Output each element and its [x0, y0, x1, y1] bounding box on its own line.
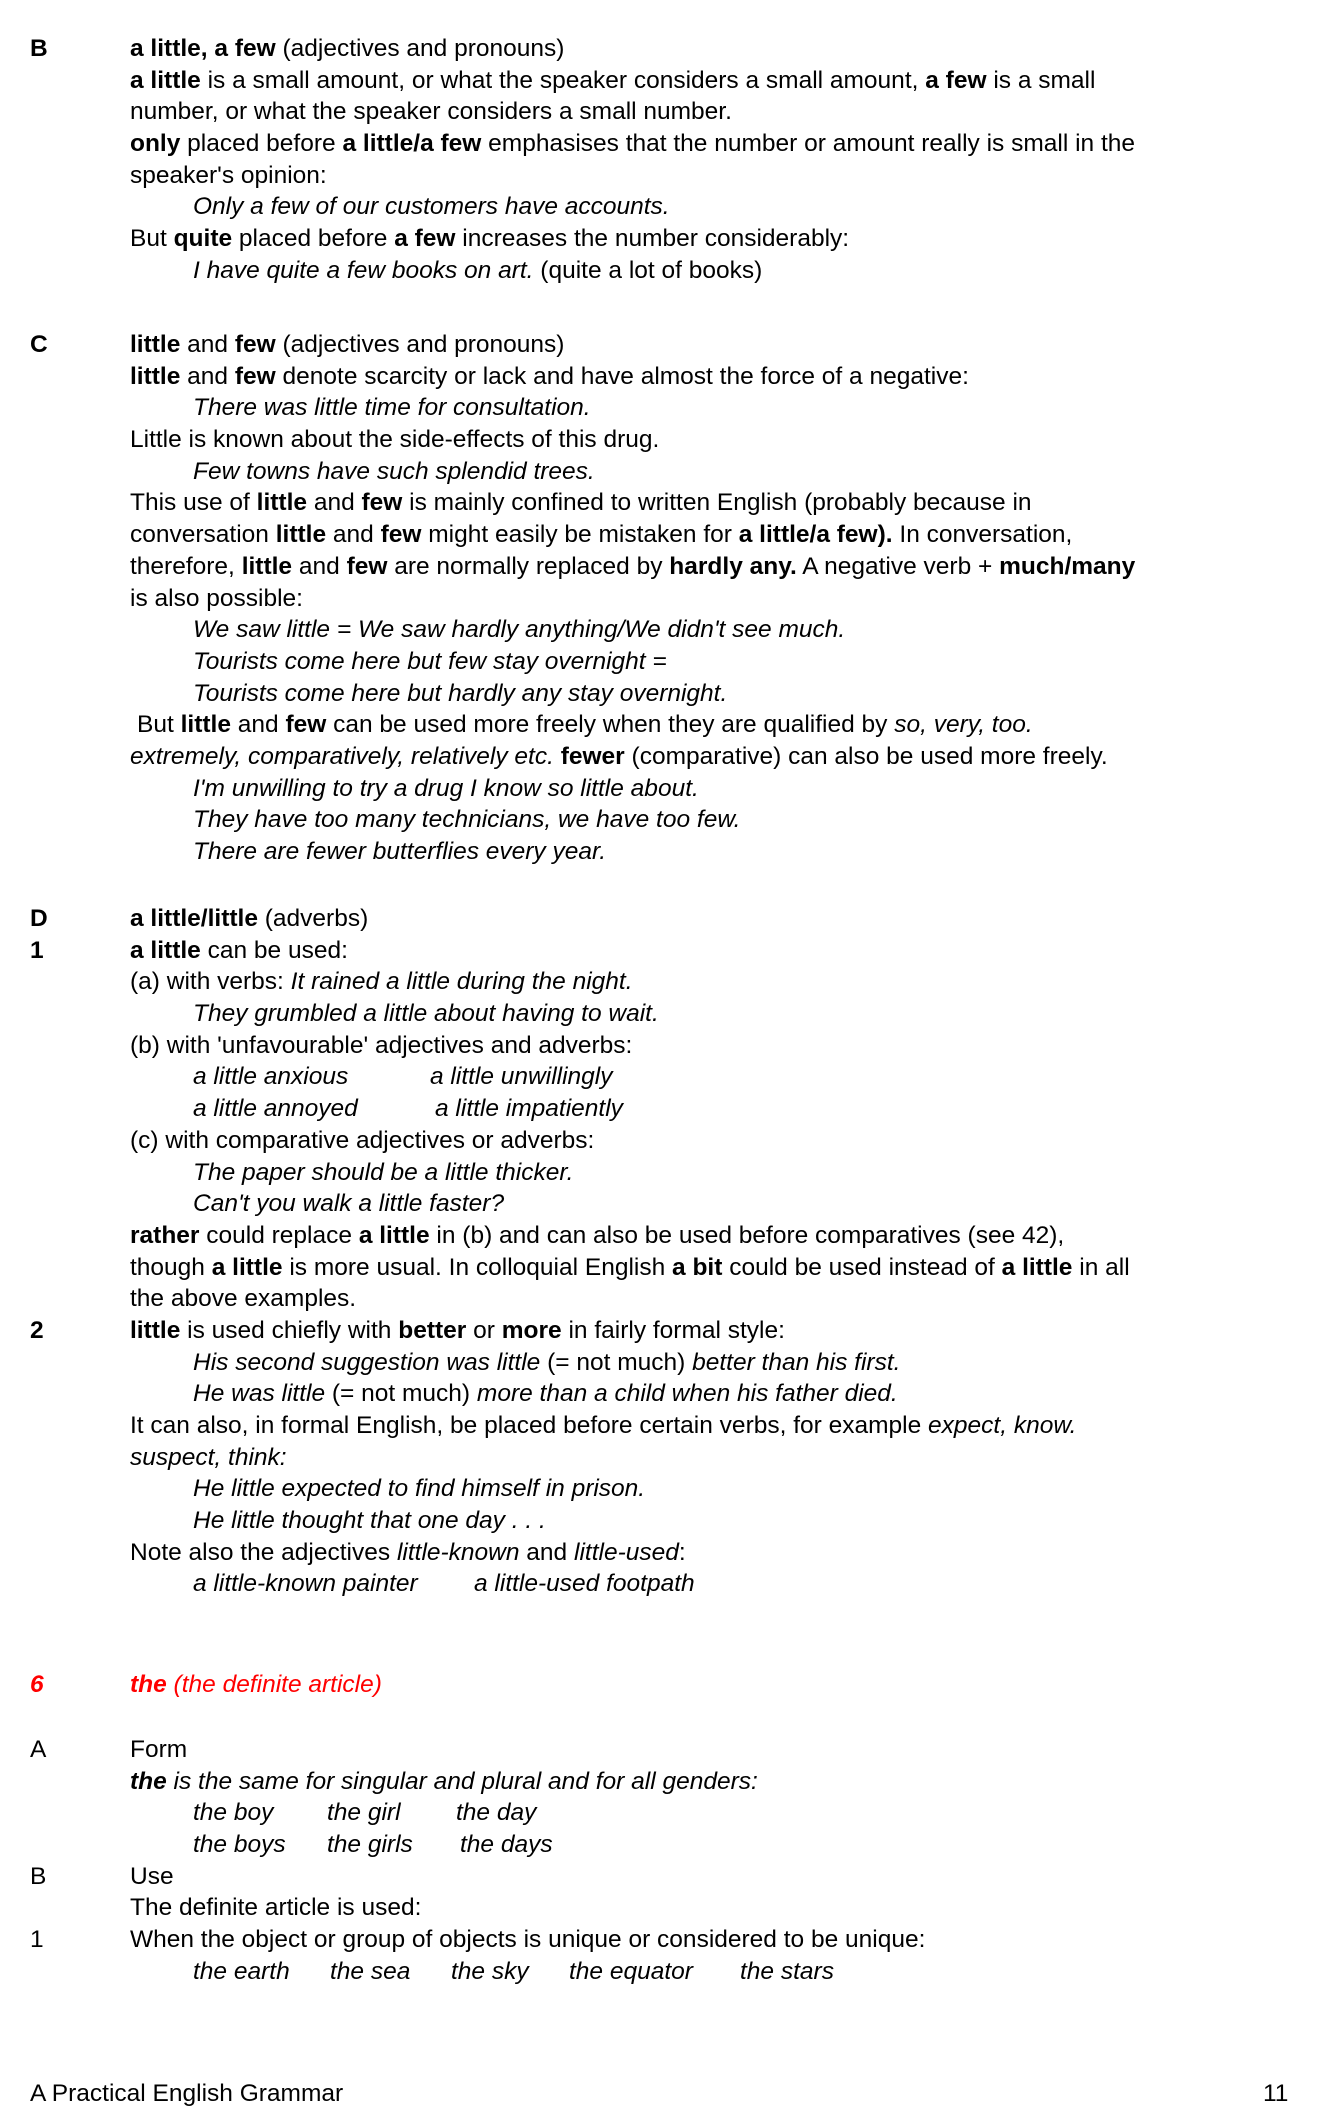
example-text: the sky [451, 1957, 529, 1985]
text: emphasises that the number or amount really is small in the [481, 130, 1135, 158]
section-d-heading-line [0, 903, 1341, 935]
example-sentence: He was little [193, 1380, 326, 1408]
example-text: They have too many technicians, we have too few. [193, 806, 741, 834]
text: is used chiefly with [180, 1316, 399, 1344]
unit-heading-line [0, 1669, 1341, 1701]
book-title: A Practical English Grammar [30, 2080, 344, 2107]
example-text: He little expected to find himself in prison. [193, 1475, 646, 1503]
subheading-line [0, 1861, 1341, 1893]
term: a little/a few [342, 130, 482, 158]
term: a little/a few). [738, 521, 893, 549]
section-heading [130, 329, 564, 361]
example-line [0, 1956, 1341, 1988]
body-line [0, 487, 1341, 519]
example-line [0, 392, 1341, 424]
term: a few [394, 225, 456, 253]
text: and [519, 1538, 574, 1566]
body-text [130, 1252, 1130, 1284]
example-text [193, 255, 762, 287]
term: rather [130, 1221, 200, 1249]
section-label: A [30, 1736, 47, 1763]
example-text: the day [456, 1799, 537, 1827]
body-line [0, 583, 1341, 615]
body-text [130, 1537, 686, 1569]
example-text: the days [460, 1831, 553, 1859]
body-line [0, 1125, 1341, 1157]
text: and [326, 521, 381, 549]
term-italic: little-used [574, 1538, 679, 1566]
page-footer [0, 2078, 1341, 2110]
unit-title-term: the [130, 1671, 167, 1698]
section-d [0, 903, 1341, 1600]
body-text [130, 361, 969, 393]
body-line [0, 519, 1341, 551]
body-text: When the object or group of objects is unique or considered to be unique: [130, 1926, 926, 1954]
example-line [0, 678, 1341, 710]
text: : [678, 1538, 686, 1566]
item-number: 2 [30, 1316, 44, 1344]
body-text [130, 1766, 758, 1798]
text: is more usual. In colloquial English [282, 1253, 673, 1281]
page-number: 11 [1263, 2080, 1289, 2107]
text: is a small amount, or what the speaker considers a small amount, [200, 66, 926, 94]
text: denote scarcity or lack and have almost the force of a negative: [275, 362, 969, 390]
section-heading [130, 903, 368, 935]
term: fewer [560, 742, 625, 770]
text: and [180, 362, 235, 390]
section-label: D [30, 905, 48, 932]
body-text [130, 519, 1072, 551]
term: little [275, 521, 327, 549]
unit-title [130, 1669, 382, 1701]
subheading: Use [130, 1862, 174, 1890]
term: little [180, 711, 231, 739]
example-text: We saw little = We saw hardly anything/We didn't see much. [193, 616, 846, 644]
body-line [0, 65, 1341, 97]
example-text: I'm unwilling to try a drug I know so little about. [193, 774, 699, 802]
text: or [466, 1316, 502, 1344]
term-italic: little-known [396, 1538, 520, 1566]
example-gloss: (quite a lot of books) [533, 256, 763, 284]
unit-title-note: (the definite article) [166, 1671, 382, 1698]
text [554, 743, 561, 770]
term: a little [211, 1253, 283, 1281]
example-line [0, 1505, 1341, 1537]
term: a little/little [130, 905, 258, 932]
example-line [0, 1347, 1341, 1379]
body-text: (c) with comparative adjectives or adverbs: [130, 1126, 595, 1154]
example-line [0, 1568, 1341, 1600]
term: a few [925, 66, 987, 94]
body-line [0, 1283, 1341, 1315]
example-sentence: more than a child when his father died. [476, 1380, 898, 1408]
term: little [130, 331, 181, 358]
example-text: a little-used footpath [474, 1570, 695, 1598]
example-line [0, 1797, 1341, 1829]
example-line [0, 1378, 1341, 1410]
term: a little [1001, 1253, 1073, 1281]
body-line [0, 223, 1341, 255]
example-text: The paper should be a little thicker. [193, 1158, 574, 1186]
text: (comparative) can also be used more freely. [624, 742, 1108, 770]
section-heading [130, 33, 564, 65]
section-label: C [30, 331, 48, 358]
body-line [0, 1442, 1341, 1474]
example-line [0, 773, 1341, 805]
term: only [130, 130, 181, 158]
text: But [130, 225, 174, 253]
example-text: a little annoyed [193, 1095, 358, 1123]
body-text: number, or what the speaker considers a small number. [130, 98, 732, 126]
term: the [130, 1767, 167, 1795]
body-line [0, 128, 1341, 160]
example-line [0, 191, 1341, 223]
text: in fairly formal style: [561, 1316, 785, 1344]
text: is mainly confined to written English (probably because in [402, 489, 1032, 517]
text: might easily be mistaken for [421, 521, 739, 549]
term: few [285, 711, 327, 739]
section-label: B [30, 1862, 47, 1890]
term: better [398, 1316, 467, 1344]
body-line [0, 1220, 1341, 1252]
unit-6-content [0, 1734, 1341, 1988]
term: few [234, 362, 276, 390]
example-text: Tourists come here but hardly any stay overnight. [193, 679, 728, 707]
item-number: 1 [30, 1926, 44, 1954]
body-line [0, 935, 1341, 967]
term: little [241, 552, 293, 580]
example-text: Few towns have such splendid trees. [193, 457, 595, 485]
verbs: suspect, think: [130, 1443, 287, 1471]
term: little [130, 362, 181, 390]
example-text: a little-known painter [193, 1570, 418, 1598]
example-line [0, 804, 1341, 836]
example-text: a little impatiently [435, 1095, 623, 1123]
body-text [130, 223, 849, 255]
body-line [0, 160, 1341, 192]
example-text: the girl [327, 1799, 401, 1827]
body-text [130, 966, 633, 998]
term: a little [130, 66, 201, 94]
example-line [0, 646, 1341, 678]
text: could be used instead of [722, 1253, 1002, 1281]
term: much/many [999, 552, 1136, 580]
body-line [0, 361, 1341, 393]
example-gloss: (= not much) [325, 1380, 477, 1408]
section-c [0, 329, 1341, 868]
text: But [137, 711, 181, 739]
example-text: They grumbled a little about having to wait. [193, 1000, 659, 1028]
term: a little [358, 1221, 430, 1249]
text: and [292, 552, 347, 580]
unit-heading [0, 1669, 1341, 1701]
section-b-heading-line [0, 33, 1341, 65]
text: are normally replaced by [387, 552, 670, 580]
text: and [230, 711, 286, 739]
example-line [0, 998, 1341, 1030]
text: It can also, in formal English, be placed before certain verbs, for example [130, 1412, 929, 1439]
example-text: Can't you walk a little faster? [193, 1190, 505, 1218]
qualifiers: so, very, too. [894, 711, 1033, 739]
heading-note: (adverbs) [257, 905, 369, 932]
term: few [361, 489, 403, 517]
text: placed before [232, 225, 395, 253]
body-text: (b) with 'unfavourable' adjectives and adverbs: [130, 1031, 633, 1059]
example-text: the girls [327, 1831, 413, 1859]
text: therefore, [130, 552, 242, 580]
example-text: There are fewer butterflies every year. [193, 838, 607, 865]
example-text: He little thought that one day . . . [193, 1507, 546, 1535]
example-text: the sea [330, 1957, 411, 1985]
example-line [0, 1157, 1341, 1189]
example-sentence: I have quite a few books on art. [193, 256, 534, 284]
heading-term: a little, a few [130, 35, 276, 62]
term: few [380, 521, 422, 549]
example-text: a little anxious [193, 1063, 349, 1091]
example-gloss: (= not much) [540, 1348, 693, 1376]
example-text: a little unwillingly [430, 1063, 613, 1091]
example-sentence: His second suggestion was little [193, 1348, 541, 1376]
body-text [130, 128, 1135, 160]
term: few [234, 331, 276, 358]
term: little [256, 489, 308, 517]
example-sentence: better than his first. [692, 1348, 901, 1376]
example-text: the boy [193, 1799, 274, 1827]
text: Note also the adjectives [130, 1538, 397, 1566]
example-text: There was little time for consultation. [193, 394, 591, 422]
example-line [0, 1473, 1341, 1505]
text: This use of [130, 489, 257, 517]
body-line [0, 1030, 1341, 1062]
body-line [0, 424, 1341, 456]
example-text: the boys [193, 1831, 286, 1859]
example-sentence: It rained a little during the night. [290, 968, 633, 996]
footer-line [0, 2078, 1341, 2110]
body-text [130, 551, 1135, 583]
example-text: the stars [740, 1957, 834, 1985]
body-text: is also possible: [130, 584, 303, 612]
example-text: the earth [193, 1957, 290, 1985]
text: is the same for singular and plural and for all genders: [166, 1767, 758, 1795]
example-line [0, 1061, 1341, 1093]
example-line [0, 836, 1341, 868]
example-text [193, 1347, 900, 1379]
text: in (b) and can also be used before comparatives (see 42), [429, 1221, 1065, 1249]
example-line [0, 456, 1341, 488]
text: and [307, 489, 362, 517]
text: In conversation, [892, 521, 1073, 549]
heading-note: (adjectives and pronouns) [275, 331, 565, 358]
example-line [0, 255, 1341, 287]
text: placed before [180, 130, 343, 158]
term: a little [130, 936, 201, 964]
body-text [130, 65, 1095, 97]
example-text: Only a few of our customers have accounts. [193, 193, 670, 221]
body-line [0, 1252, 1341, 1284]
body-line [0, 1537, 1341, 1569]
body-text: the above examples. [130, 1285, 357, 1313]
term: more [501, 1316, 562, 1344]
example-line [0, 614, 1341, 646]
body-text [130, 487, 1032, 519]
body-text: speaker's opinion: [130, 161, 327, 189]
term: few [346, 552, 388, 580]
text: conversation [130, 521, 276, 549]
text: can be used more freely when they are qualified by [326, 711, 895, 739]
body-text: Little is known about the side-effects of this drug. [130, 426, 660, 454]
section-c-heading-line [0, 329, 1341, 361]
text: and [180, 331, 235, 358]
body-text: The definite article is used: [130, 1894, 422, 1922]
unit-number: 6 [30, 1671, 44, 1698]
subheading-line [0, 1734, 1341, 1766]
text: (a) with verbs: [130, 968, 291, 996]
body-line [0, 1315, 1341, 1347]
body-text [130, 1315, 785, 1347]
term: a bit [672, 1253, 723, 1281]
body-line [0, 1410, 1341, 1442]
text: though [130, 1253, 212, 1281]
body-line [0, 1924, 1341, 1956]
example-text: the equator [569, 1957, 693, 1985]
body-line [0, 966, 1341, 998]
body-text [130, 935, 348, 967]
item-number: 1 [30, 936, 44, 964]
body-line [0, 551, 1341, 583]
section-label: B [30, 35, 48, 62]
text: A negative verb + [796, 552, 1000, 580]
text: in all [1072, 1253, 1130, 1281]
qualifiers: extremely, comparatively, relatively etc. [130, 742, 554, 770]
example-text: Tourists come here but few stay overnight = [193, 647, 667, 675]
body-line [0, 1892, 1341, 1924]
text: increases the number considerably: [455, 225, 850, 253]
example-line [0, 1829, 1341, 1861]
text: could replace [199, 1221, 359, 1249]
example-line [0, 1188, 1341, 1220]
body-line [0, 96, 1341, 128]
example-text [193, 1378, 898, 1410]
term: little [130, 1316, 181, 1344]
term: quite [173, 225, 233, 253]
verbs: expect, know. [928, 1412, 1077, 1439]
section-b [0, 33, 1341, 287]
text: is a small [986, 66, 1096, 94]
term: hardly any. [669, 552, 797, 580]
body-text [130, 1220, 1064, 1252]
body-line [0, 741, 1341, 773]
example-line [0, 1093, 1341, 1125]
body-text [130, 741, 1108, 773]
subheading: Form [130, 1736, 188, 1763]
body-line [0, 709, 1341, 741]
body-line [0, 1766, 1341, 1798]
body-text [130, 1410, 1076, 1442]
text: can be used: [200, 936, 348, 964]
heading-note: (adjectives and pronouns) [275, 35, 565, 62]
body-text [137, 709, 1033, 741]
